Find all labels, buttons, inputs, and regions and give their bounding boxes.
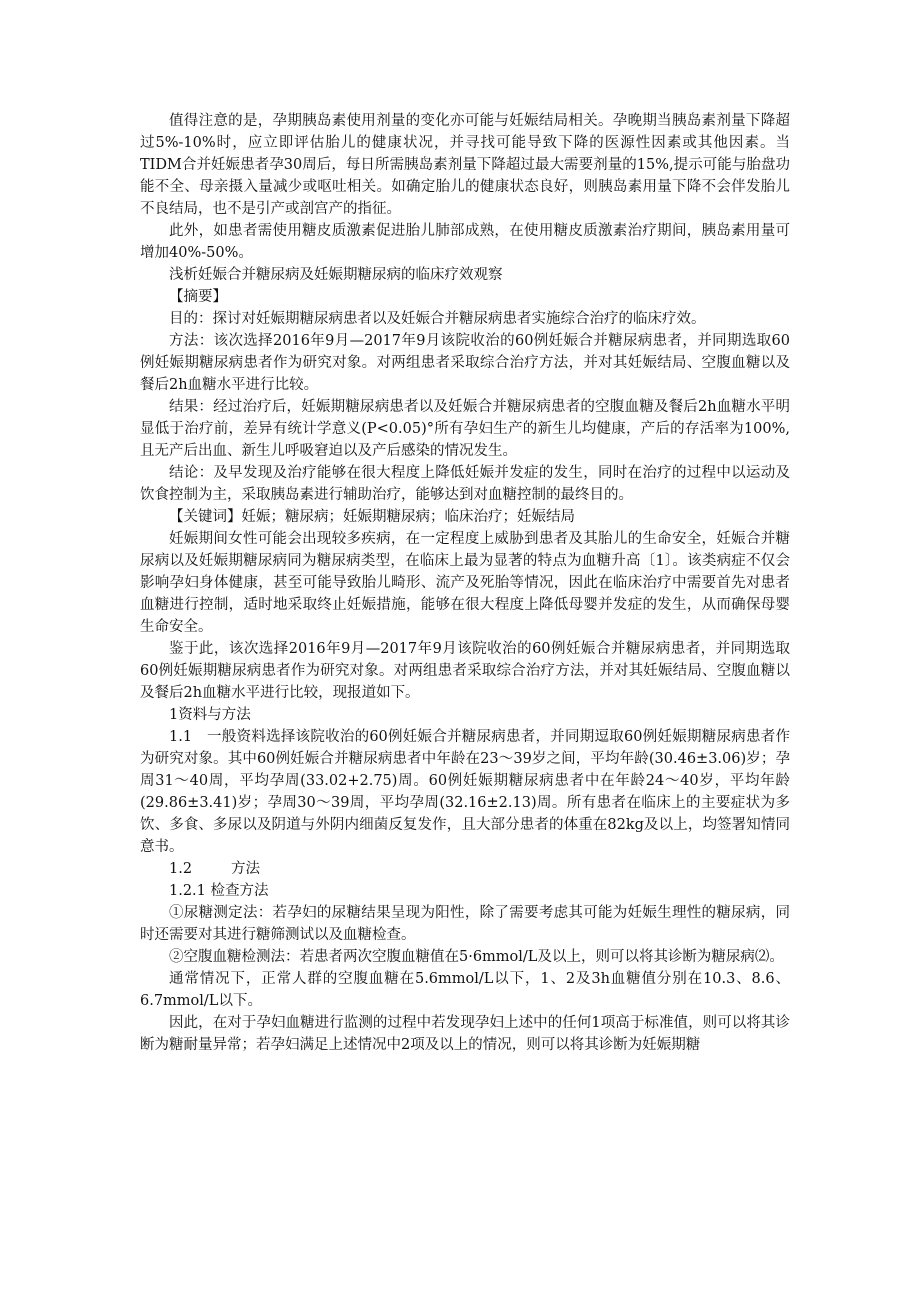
fasting-glucose-item: ②空腹血糖检测法：若患者两次空腹血糖值在5·6mmol/L及以上，则可以将其诊断为糖尿病⑵。 bbox=[169, 949, 784, 965]
diagnosis-paragraph: 因此，在对于孕妇血糖进行监测的过程中若发现孕妇上述中的任何1项高于标准值，则可以将其诊断为糖耐量异常；若孕妇满足上述情况中2项及以上的情况，则可以将其诊断为妊娠期糖 bbox=[140, 1015, 790, 1053]
normal-values-paragraph: 通常情况下，正常人群的空腹血糖在5.6mmol/L以下，1、2及3h血糖值分别在10.3、8.6、6.7mmol/L以下。 bbox=[140, 971, 790, 1009]
abstract-heading: 【摘要】 bbox=[169, 289, 227, 305]
intro-paragraph-1: 妊娠期间女性可能会出现较多疾病，在一定程度上威胁到患者及其胎儿的生命安全，妊娠合并糖尿病以及妊娠期糖尿病同为糖尿病类型，在临床上最为显著的特点为血糖升高〔1〕。该类病症不仅会影响孕妇身体健康，甚至可能导致胎儿畸形、流产及死胎等情况，因此在临床治疗中需要首先对患者血糖进行控制，适时地采取终止妊娠措施，能够在很大程度上降低母婴并发症的发生，从而确保母婴生命安全。 bbox=[140, 531, 790, 635]
paragraph-glucocorticoid: 此外，如患者需使用糖皮质激素促进胎儿肺部成熟，在使用糖皮质激素治疗期间，胰岛素用量可增加40%-50%。 bbox=[140, 223, 790, 261]
abstract-methods: 方法：该次选择2016年9月—2017年9月该院收治的60例妊娠合并糖尿病患者，并同期选取60例妊娠期糖尿病患者作为研究对象。对两组患者采取综合治疗方法，并对其妊娠结局、空腹血糖以及餐后2h血糖水平进行比较。 bbox=[140, 333, 790, 393]
section-heading-1-2-1: 1.2.1 检查方法 bbox=[169, 883, 269, 899]
section-heading-1-2 bbox=[140, 858, 790, 880]
section-number: 1.2 bbox=[169, 861, 193, 877]
article-title: 浅析妊娠合并糖尿病及妊娠期糖尿病的临床疗效观察 bbox=[169, 267, 503, 283]
intro-paragraph-2: 鉴于此，该次选择2016年9月—2017年9月该院收治的60例妊娠合并糖尿病患者，并同期选取60例妊娠期糖尿病患者作为研究对象。对两组患者采取综合治疗方法，并对其妊娠结局、空腹血糖以及餐后2h血糖水平进行比较，现报道如下。 bbox=[140, 641, 790, 701]
document-page bbox=[140, 110, 790, 1056]
abstract-conclusion: 结论：及早发现及治疗能够在很大程度上降低妊娠并发症的发生，同时在治疗的过程中以运动及饮食控制为主，采取胰岛素进行辅助治疗，能够达到对血糖控制的最终目的。 bbox=[140, 465, 790, 503]
paragraph-insulin-dose: 值得注意的是，孕期胰岛素使用剂量的变化亦可能与妊娠结局相关。孕晚期当胰岛素剂量下降超过5%-10%时，应立即评估胎儿的健康状况，并寻找可能导致下降的医源性因素或其他因素。当TIDM合并妊娠患者孕30周后，每日所需胰岛素剂量下降超过最大需要剂量的15%,提示可能与胎盘功能不全、母亲摄入量减少或呕吐相关。如确定胎儿的健康状态良好，则胰岛素用量下降不会伴发胎儿不良结局，也不是引产或剖宫产的指征。 bbox=[140, 113, 790, 217]
section-title: 方法 bbox=[231, 861, 260, 877]
section-heading-1: 1资料与方法 bbox=[169, 707, 251, 723]
section-1-1-general-data: 1.1 一般资料选择该院收治的60例妊娠合并糖尿病患者，并同期逗取60例妊娠期糖尿病患者作为研究对象。其中60例妊娠合并糖尿病患者中年龄在23～39岁之间，平均年龄(30.46±3.06)岁；孕周31～40周，平均孕周(33.02+2.75)周。60例妊娠期糖尿病患者中在年龄24～40岁，平均年龄(29.86±3.41)岁；孕周30～39周，平均孕周(32.16±2.13)周。所有患者在临床上的主要症状为多饮、多食、多尿以及阴道与外阴内细菌反复发作，且大部分患者的体重在82kg及以上，均签署知情同意书。 bbox=[140, 729, 790, 855]
keywords: 【关键词】妊娠；糖尿病；妊娠期糖尿病；临床治疗；妊娠结局 bbox=[169, 509, 575, 525]
urine-glucose-item: ①尿糖测定法：若孕妇的尿糖结果呈现为阳性，除了需要考虑其可能为妊娠生理性的糖尿病，同时还需要对其进行糖筛测试以及血糖检查。 bbox=[140, 905, 790, 943]
abstract-results: 结果：经过治疗后，妊娠期糖尿病患者以及妊娠合并糖尿病患者的空腹血糖及餐后2h血糖水平明显低于治疗前，差异有统计学意义(P<0.05)°所有孕妇生产的新生儿均健康，产后的存活率为100%,且无产后出血、新生儿呼吸窘迫以及产后感染的情况发生。 bbox=[140, 399, 790, 459]
abstract-objective: 目的：探讨对妊娠期糖尿病患者以及妊娠合并糖尿病患者实施综合治疗的临床疗效。 bbox=[169, 311, 706, 327]
